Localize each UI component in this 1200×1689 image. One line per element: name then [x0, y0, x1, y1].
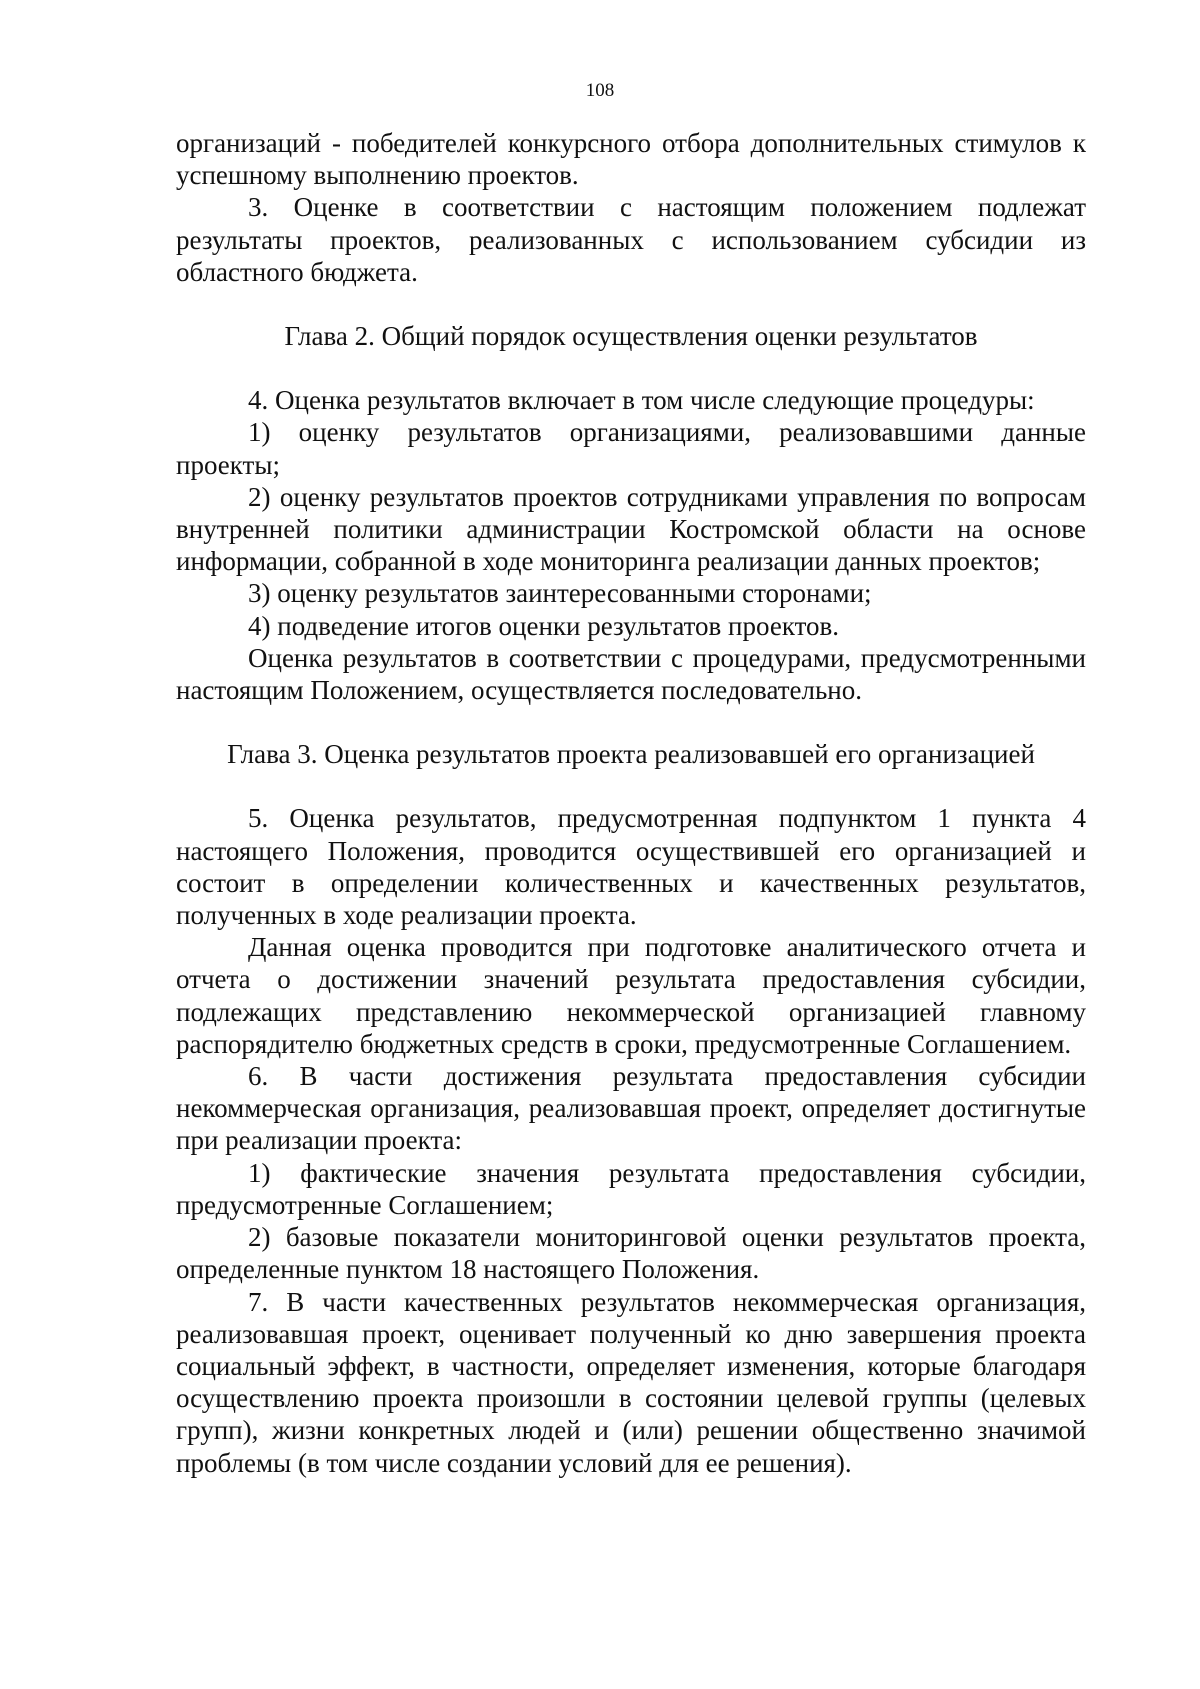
spacer: [176, 352, 1086, 384]
spacer: [176, 770, 1086, 802]
spacer: [176, 288, 1086, 320]
paragraph: 4) подведение итогов оценки результатов проектов.: [248, 610, 840, 641]
chapter-heading: Глава 2. Общий порядок осуществления оценки результатов: [284, 321, 978, 352]
paragraph: 2) базовые показатели мониторинговой оценки результатов проекта, определенные пунктом 18 настоящего Положения.: [176, 1222, 1086, 1285]
spacer: [176, 706, 1086, 738]
paragraph: 1) оценку результатов организациями, реализовавшими данные проекты;: [176, 417, 1086, 480]
document-body: [176, 127, 1086, 1479]
paragraph: 4. Оценка результатов включает в том числе следующие процедуры:: [248, 385, 1035, 416]
paragraph: Данная оценка проводится при подготовке аналитического отчета и отчета о достижении значений результата предоставления субсидии, подлежащих представлению некоммерческой организацией главному распорядителю бюджетных средств в сроки, предусмотренные Соглашением.: [176, 932, 1086, 1059]
paragraph: 7. В части качественных результатов некоммерческая организация, реализовавшая проект, оценивает полученный ко дню завершения проекта социальный эффект, в частности, определяет изменения, которые благодаря осуществлению проекта произошли в состоянии целевой группы (целевых групп), жизни конкретных людей и (или) решении общественно значимой проблемы (в том числе создании условий для ее решения).: [176, 1286, 1086, 1478]
paragraph: 5. Оценка результатов, предусмотренная подпунктом 1 пункта 4 настоящего Положения, проводится осуществившей его организацией и состоит в определении количественных и качественных результатов, полученных в ходе реализации проекта.: [176, 803, 1086, 931]
paragraph: 2) оценку результатов проектов сотрудниками управления по вопросам внутренней политики администрации Костромской области на основе информации, собранной в ходе мониторинга реализации данных проектов;: [176, 481, 1086, 577]
paragraph: 3. Оценке в соответствии с настоящим положением подлежат результаты проектов, реализованных с использованием субсидии из областного бюджета.: [176, 192, 1086, 287]
chapter-heading: Глава 3. Оценка результатов проекта реализовавшей его организацией: [227, 739, 1035, 770]
paragraph: 6. В части достижения результата предоставления субсидии некоммерческая организация, реализовавшая проект, определяет достигнутые при реализации проекта:: [176, 1061, 1086, 1156]
paragraph: 1) фактические значения результата предоставления субсидии, предусмотренные Соглашением;: [176, 1157, 1086, 1220]
paragraph: 3) оценку результатов заинтересованными сторонами;: [248, 578, 872, 609]
paragraph: Оценка результатов в соответствии с процедурами, предусмотренными настоящим Положением, осуществляется последовательно.: [176, 642, 1086, 706]
page-number: 108: [585, 80, 615, 101]
paragraph: организаций - победителей конкурсного отбора дополнительных стимулов к успешному выполнению проектов.: [176, 128, 1086, 191]
